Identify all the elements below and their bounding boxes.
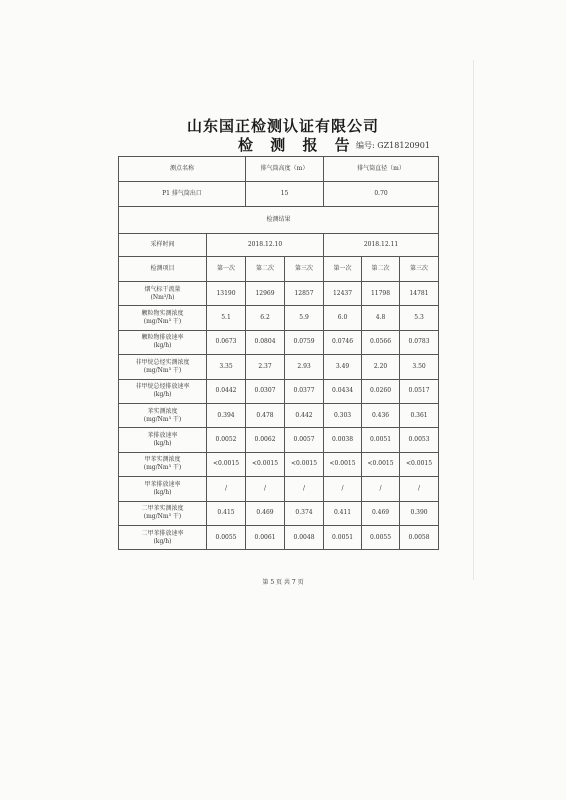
value-cell: 0.394 (207, 403, 246, 427)
sampling-date-1: 2018.12.10 (207, 234, 324, 257)
value-cell: 3.49 (324, 355, 362, 379)
value-cell: 0.0055 (362, 525, 400, 549)
row-label-name: 非甲烷总烃排放速率 (135, 383, 190, 391)
value-cell-point: P1 排气筒出口 (119, 182, 246, 207)
row-label-unit: (mg/Nm³ 干) (143, 366, 182, 374)
value-cell: 0.361 (400, 403, 439, 427)
sampling-date-row (119, 234, 439, 257)
row-label (119, 477, 207, 501)
table-row (119, 355, 439, 379)
value-cell: 0.0048 (285, 525, 324, 549)
value-cell: 5.9 (285, 306, 324, 330)
value-cell: <0.0015 (246, 452, 285, 476)
value-cell: 0.0055 (207, 525, 246, 549)
value-cell: 0.0061 (246, 525, 285, 549)
row-label-name: 苯实测浓度 (147, 407, 178, 415)
value-cell: / (207, 477, 246, 501)
report-number: 编号: GZ18120901 (356, 141, 430, 150)
row-label-unit: (kg/h) (153, 391, 172, 399)
value-cell: 0.0804 (246, 330, 285, 354)
report-title: 检 测 报 告 (238, 136, 356, 154)
table-row (119, 501, 439, 525)
value-cell: 0.0051 (324, 525, 362, 549)
sampling-label: 采样时间 (119, 234, 207, 257)
value-cell: 2.93 (285, 355, 324, 379)
run-header-cell: 第二次 (362, 257, 400, 282)
row-label-unit: (kg/h) (153, 488, 172, 496)
value-cell: <0.0015 (362, 452, 400, 476)
value-cell-diameter: 0.70 (324, 182, 439, 207)
value-cell: 0.0746 (324, 330, 362, 354)
value-cell: / (400, 477, 439, 501)
header-cell-point: 测点名称 (119, 157, 246, 182)
table-row (119, 306, 439, 330)
value-cell: <0.0015 (324, 452, 362, 476)
value-cell: / (246, 477, 285, 501)
row-label-unit: (kg/h) (153, 342, 172, 350)
table-row (119, 452, 439, 476)
row-label-unit: (mg/Nm³ 干) (143, 318, 182, 326)
value-cell: 0.0058 (400, 525, 439, 549)
value-cell: 0.0434 (324, 379, 362, 403)
value-cell: 0.0517 (400, 379, 439, 403)
row-label (119, 501, 207, 525)
value-cell: <0.0015 (207, 452, 246, 476)
row-label-name: 非甲烷总烃实测浓度 (135, 358, 190, 366)
header-cell-height: 排气筒高度（m） (246, 157, 324, 182)
run-header-cell: 第一次 (207, 257, 246, 282)
value-cell: 5.1 (207, 306, 246, 330)
value-cell: 0.411 (324, 501, 362, 525)
value-cell: 0.0052 (207, 428, 246, 452)
run-header-cell: 第一次 (324, 257, 362, 282)
row-label (119, 403, 207, 427)
row-label (119, 355, 207, 379)
value-cell: 6.2 (246, 306, 285, 330)
value-cell: / (362, 477, 400, 501)
row-label (119, 525, 207, 549)
sampling-date-2: 2018.12.11 (324, 234, 439, 257)
value-cell: <0.0015 (400, 452, 439, 476)
row-label-name: 苯排放速率 (147, 432, 178, 440)
value-cell: 0.442 (285, 403, 324, 427)
row-label (119, 282, 207, 306)
table-row (119, 379, 439, 403)
value-cell: 3.35 (207, 355, 246, 379)
row-label-name: 颗粒物实测浓度 (141, 310, 184, 318)
value-cell: 0.0759 (285, 330, 324, 354)
row-label (119, 330, 207, 354)
row-label-unit: (mg/Nm³ 干) (143, 513, 182, 521)
value-cell: 0.0062 (246, 428, 285, 452)
row-label-unit: (kg/h) (153, 537, 172, 545)
row-label-unit: (kg/h) (153, 440, 172, 448)
value-cell: 0.436 (362, 403, 400, 427)
table-row (119, 282, 439, 306)
value-cell: 13190 (207, 282, 246, 306)
item-label: 检测项目 (119, 257, 207, 282)
value-cell: / (285, 477, 324, 501)
row-label-name: 颗粒物排放速率 (141, 334, 184, 342)
value-cell: 0.0442 (207, 379, 246, 403)
row-label-name: 烟气标干流量 (144, 285, 181, 293)
run-header-row (119, 257, 439, 282)
row-label-name: 甲苯排放速率 (144, 480, 181, 488)
value-cell: 3.50 (400, 355, 439, 379)
value-cell: 0.0566 (362, 330, 400, 354)
page-number: 第 5 页 共 7 页 (262, 579, 304, 586)
value-cell: 12857 (285, 282, 324, 306)
run-header-cell: 第三次 (285, 257, 324, 282)
value-cell: 0.0057 (285, 428, 324, 452)
value-cell: 0.469 (362, 501, 400, 525)
row-label-unit: (Nm³/h) (150, 293, 175, 301)
row-label-name: 二甲苯排放速率 (141, 529, 184, 537)
info-header-row (119, 157, 439, 182)
company-name: 山东国正检测认证有限公司 (186, 117, 379, 135)
header-cell-diameter: 排气筒直径（m） (324, 157, 439, 182)
value-cell: 0.0053 (400, 428, 439, 452)
row-label-name: 甲苯实测浓度 (144, 456, 181, 464)
value-cell-height: 15 (246, 182, 324, 207)
row-label-unit: (mg/Nm³ 干) (143, 464, 182, 472)
run-header-cell: 第三次 (400, 257, 439, 282)
value-cell: <0.0015 (285, 452, 324, 476)
value-cell: 2.20 (362, 355, 400, 379)
value-cell: 0.0783 (400, 330, 439, 354)
value-cell: 0.0377 (285, 379, 324, 403)
value-cell: 0.0051 (362, 428, 400, 452)
row-label (119, 306, 207, 330)
value-cell: 0.303 (324, 403, 362, 427)
table-row (119, 403, 439, 427)
value-cell: 6.0 (324, 306, 362, 330)
table-row (119, 477, 439, 501)
value-cell: 4.8 (362, 306, 400, 330)
row-label-name: 二甲苯实测浓度 (141, 505, 184, 513)
value-cell: 0.0260 (362, 379, 400, 403)
run-header-cell: 第二次 (246, 257, 285, 282)
info-value-row (119, 182, 439, 207)
value-cell: 0.0307 (246, 379, 285, 403)
value-cell: 0.415 (207, 501, 246, 525)
table-row (119, 330, 439, 354)
value-cell: 0.469 (246, 501, 285, 525)
table-row (119, 525, 439, 549)
value-cell: 2.37 (246, 355, 285, 379)
value-cell: 12969 (246, 282, 285, 306)
value-cell: 0.390 (400, 501, 439, 525)
section-row (119, 207, 439, 234)
row-label (119, 379, 207, 403)
results-table (118, 156, 439, 550)
row-label-unit: (mg/Nm³ 干) (143, 415, 182, 423)
row-label (119, 452, 207, 476)
value-cell: 5.3 (400, 306, 439, 330)
value-cell: / (324, 477, 362, 501)
value-cell: 0.0038 (324, 428, 362, 452)
section-title: 检测结果 (119, 207, 439, 234)
table-row (119, 428, 439, 452)
row-label (119, 428, 207, 452)
value-cell: 12437 (324, 282, 362, 306)
value-cell: 0.374 (285, 501, 324, 525)
value-cell: 0.0673 (207, 330, 246, 354)
value-cell: 14781 (400, 282, 439, 306)
value-cell: 11798 (362, 282, 400, 306)
page-edge-shadow (473, 60, 474, 580)
value-cell: 0.478 (246, 403, 285, 427)
